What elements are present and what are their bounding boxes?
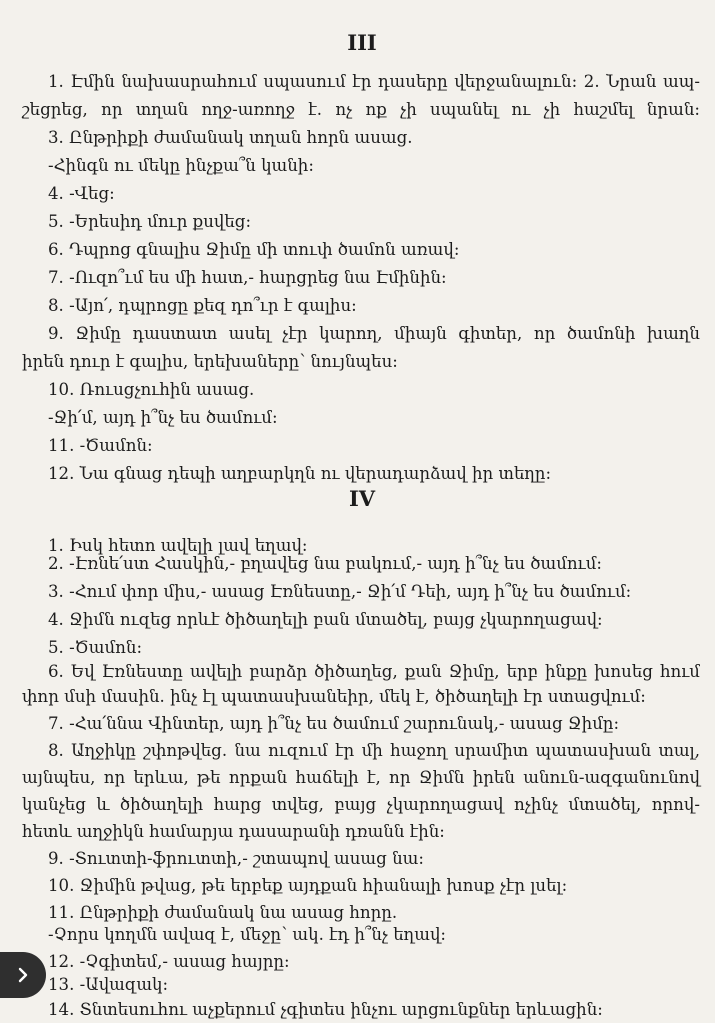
paragraph-line: 12. -Չգիտեմ,- ասաց հայրը: (48, 952, 290, 971)
paragraph-line: -Ջի՛մ, այդ ի՞նչ ես ծամում: (48, 408, 278, 427)
paragraph-line: 8. -Այո՛, դպրոցը քեզ դո՞ւր է գալիս: (48, 296, 357, 315)
paragraph-line: 9. -Տուտտի-ֆրուտտի,- շտապով ասաց նա: (48, 849, 424, 868)
paragraph-line: 9. Ջիմը դաստատ ասել չէր կարող, միայն գիտեր, որ ծամոնի խաղն (48, 324, 700, 343)
chapter-heading-4: IV (348, 486, 376, 511)
paragraph-line: 10. Ջիմին թվաց, թե երբեք այդքան հիանալի խոսք չէր լսել: (48, 876, 568, 895)
chevron-right-icon (14, 966, 32, 984)
paragraph-line: 10. Ռուսցչուհին ասաց. (48, 380, 255, 399)
paragraph-line: 5. -Երեսիդ մուր քսվեց: (48, 212, 252, 231)
paragraph-line: կանչեց և ծիծաղելի հարց տվեց, բայց չկարողացավ ոչինչ մտածել, որով- (22, 795, 700, 814)
paragraph-line: 11. -Ծամոն: (48, 436, 153, 455)
paragraph-line: 1. Էմին նախասրահում սպասում էր դասերը վերջանալուն: 2. Նրան ապ- (48, 72, 700, 91)
paragraph-line: 4. -Վեց: (48, 184, 115, 203)
paragraph-line: 7. -Ուզո՞ւմ ես մի հատ,- հարցրեց նա Էմինին: (48, 268, 447, 287)
paragraph-line: 5. -Ծամոն: (48, 638, 143, 657)
paragraph-line: այնպես, որ երևա, թե որքան հաճելի է, որ Ջիմն իրեն անուն-ազգանունով (22, 768, 700, 787)
paragraph-line: 14. Տնտեսուհու աչքերում չգիտես ինչու արցունքներ երևացին: (48, 1000, 603, 1019)
paragraph-line: 3. -Հում փոր միս,- ասաց Էռնեստը,- Ջի՛մ Դեի, այդ ի՞նչ ես ծամում: (48, 582, 632, 601)
document-page (22, 0, 702, 1023)
paragraph-line: 8. Աղջիկը շփոթվեց. նա ուզում էր մի հաջող սրամիտ պատասխան տալ, (48, 741, 700, 760)
paragraph-line: -Չորս կողմն ավազ է, մեջը՝ ակ. էդ ի՞նչ եղավ: (48, 925, 446, 944)
paragraph-line: իրեն դուր է գալիս, երեխաները՝ նույնպես: (22, 352, 398, 371)
paragraph-line: 12. Նա գնաց դեպի աղբարկղն ու վերադարձավ իր տեղը: (48, 464, 552, 483)
paragraph-line: 2. -Էռնե՛ստ Հասկին,- բղավեց նա բակում,- այդ ի՞նչ ես ծամում: (48, 554, 602, 573)
paragraph-line: հետև աղջիկն համարյա դասարանի դռանն էին: (22, 822, 445, 841)
paragraph-line: 3. Ընթրիքի ժամանակ տղան հորն ասաց. (48, 128, 413, 147)
paragraph-line: փոր մսի մասին. ինչ էլ պատասխանեիր, մեկ է, ծիծաղելի էր ստացվում: (22, 687, 646, 706)
paragraph-line: 6. Եվ Էռնեստը ավելի բարձր ծիծաղեց, քան Ջիմը, երբ ինքը խոսեց հում (48, 662, 700, 681)
paragraph-line: 13. -Ավազակ: (48, 975, 169, 994)
paragraph-line: 4. Ջիմն ուզեց որևէ ծիծաղելի բան մտածել, բայց չկարողացավ: (48, 610, 603, 629)
paragraph-line: 7. -Հա՛ննա Վինտեր, այդ ի՞նչ ես ծամում շարունակ,- ասաց Ջիմը: (48, 714, 620, 733)
paragraph-line: շեցրեց, որ տղան ողջ-առողջ է. ոչ ոք չի սպանել ու չի հաշմել նրան: (22, 100, 700, 119)
paragraph-line: -Հինգն ու մեկը ինչքա՞ն կանի: (48, 156, 314, 175)
next-page-button[interactable] (0, 952, 46, 998)
paragraph-line: 1. Իսկ հետո ավելի լավ եղավ: (48, 536, 308, 555)
chapter-heading-3: III (347, 30, 377, 55)
paragraph-line: 6. Դպրոց գնալիս Ջիմը մի տուփ ծամոն առավ: (48, 240, 460, 259)
paragraph-line: 11. Ընթրիքի ժամանակ նա ասաց հորը. (48, 903, 398, 922)
